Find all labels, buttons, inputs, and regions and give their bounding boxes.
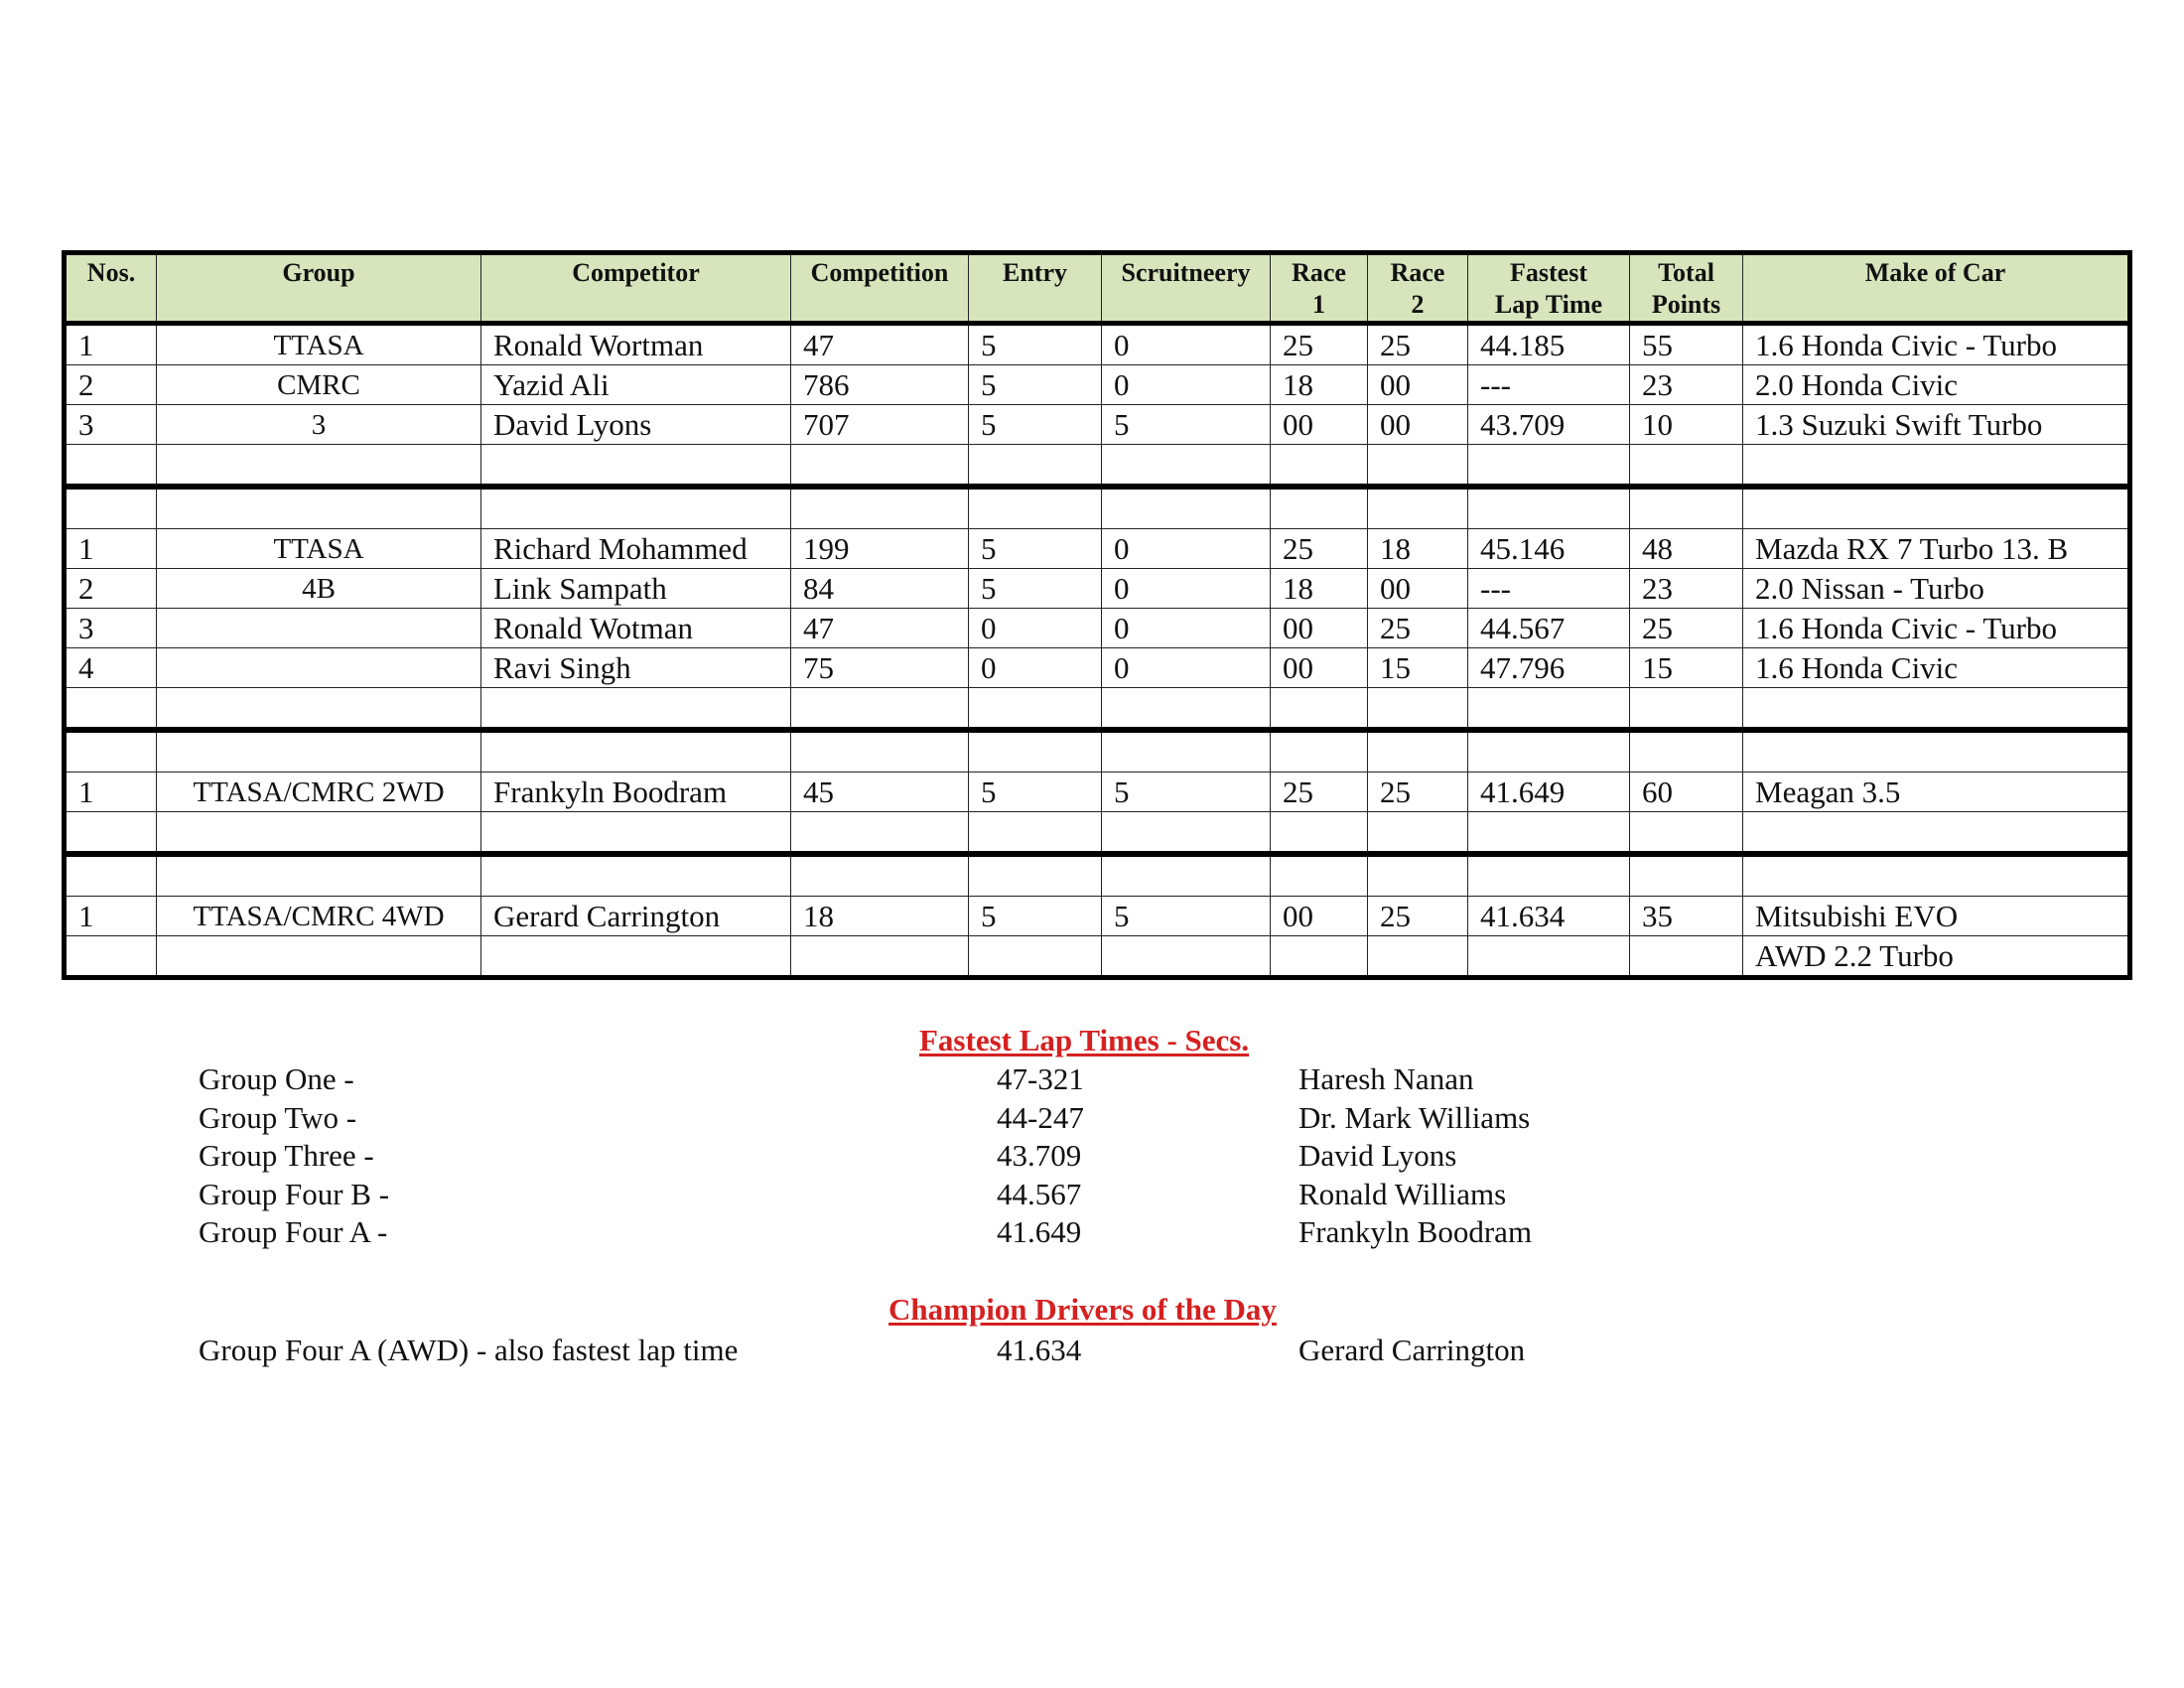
- cell-make-of-car: 1.6 Honda Civic: [1743, 648, 2130, 688]
- cell-race-2: 25: [1368, 773, 1468, 812]
- cell-competition: [791, 688, 969, 731]
- cell-competition: [791, 487, 969, 529]
- fastest-lap-row: [0, 1214, 2184, 1252]
- cell-group: [157, 609, 481, 648]
- cell-nos: 4: [65, 648, 157, 688]
- cell-group: 3: [157, 405, 481, 445]
- results-table: [62, 250, 2132, 980]
- cell-total-points: 35: [1630, 897, 1743, 936]
- cell-race-1: [1271, 854, 1368, 897]
- fastest-lap-time: 44.567: [997, 1176, 1082, 1211]
- cell-nos: 1: [65, 324, 157, 365]
- cell-race-2: [1368, 730, 1468, 773]
- cell-entry: 0: [969, 609, 1102, 648]
- champion-row: [0, 1333, 2184, 1370]
- cell-race-1: 18: [1271, 569, 1368, 609]
- header-total-points: Total Points: [1630, 253, 1743, 324]
- cell-group: TTASA: [157, 529, 481, 569]
- cell-group: CMRC: [157, 365, 481, 405]
- cell-competitor: Ravi Singh: [481, 648, 791, 688]
- cell-race-2: 15: [1368, 648, 1468, 688]
- fastest-lap-label: Group One -: [199, 1061, 354, 1096]
- cell-competition: [791, 812, 969, 855]
- header-competition: Competition: [791, 253, 969, 324]
- table-row: [65, 897, 2130, 936]
- cell-group: [157, 487, 481, 529]
- cell-fastest-lap-time: [1468, 445, 1630, 488]
- cell-scrutineering: [1102, 688, 1271, 731]
- cell-competitor: Gerard Carrington: [481, 897, 791, 936]
- cell-competitor: Richard Mohammed: [481, 529, 791, 569]
- cell-entry: [969, 936, 1102, 978]
- cell-entry: 5: [969, 529, 1102, 569]
- cell-scrutineering: 0: [1102, 609, 1271, 648]
- cell-make-of-car: [1743, 730, 2130, 773]
- cell-fastest-lap-time: 41.634: [1468, 897, 1630, 936]
- cell-make-of-car: Mazda RX 7 Turbo 13. B: [1743, 529, 2130, 569]
- cell-make-of-car: 1.3 Suzuki Swift Turbo: [1743, 405, 2130, 445]
- cell-make-of-car: [1743, 445, 2130, 488]
- cell-group: [157, 730, 481, 773]
- cell-race-2: 25: [1368, 609, 1468, 648]
- cell-competitor: Frankyln Boodram: [481, 773, 791, 812]
- table-row: [65, 487, 2130, 529]
- cell-race-1: 25: [1271, 324, 1368, 365]
- cell-competition: [791, 730, 969, 773]
- cell-competition: 707: [791, 405, 969, 445]
- cell-group: TTASA/CMRC 4WD: [157, 897, 481, 936]
- cell-total-points: 23: [1630, 365, 1743, 405]
- cell-entry: [969, 688, 1102, 731]
- cell-make-of-car: Meagan 3.5: [1743, 773, 2130, 812]
- cell-race-1: [1271, 688, 1368, 731]
- cell-competition: [791, 445, 969, 488]
- cell-fastest-lap-time: 41.649: [1468, 773, 1630, 812]
- header-scrutineering: Scruitneery: [1102, 253, 1271, 324]
- cell-entry: [969, 487, 1102, 529]
- cell-total-points: [1630, 936, 1743, 978]
- cell-fastest-lap-time: 47.796: [1468, 648, 1630, 688]
- cell-competitor: Ronald Wortman: [481, 324, 791, 365]
- cell-competitor: Yazid Ali: [481, 365, 791, 405]
- cell-competition: 84: [791, 569, 969, 609]
- table-row: [65, 529, 2130, 569]
- cell-fastest-lap-time: [1468, 730, 1630, 773]
- cell-entry: 5: [969, 324, 1102, 365]
- cell-group: [157, 688, 481, 731]
- cell-race-1: 00: [1271, 897, 1368, 936]
- cell-make-of-car: 1.6 Honda Civic - Turbo: [1743, 609, 2130, 648]
- fastest-lap-time: 41.649: [997, 1214, 1082, 1249]
- cell-total-points: [1630, 730, 1743, 773]
- cell-fastest-lap-time: 45.146: [1468, 529, 1630, 569]
- cell-total-points: 10: [1630, 405, 1743, 445]
- table-row: [65, 365, 2130, 405]
- cell-competition: 199: [791, 529, 969, 569]
- table-header: [65, 253, 2130, 324]
- cell-scrutineering: 0: [1102, 365, 1271, 405]
- cell-race-2: [1368, 688, 1468, 731]
- cell-scrutineering: 5: [1102, 773, 1271, 812]
- cell-total-points: [1630, 487, 1743, 529]
- cell-entry: [969, 445, 1102, 488]
- cell-scrutineering: 0: [1102, 569, 1271, 609]
- cell-fastest-lap-time: [1468, 854, 1630, 897]
- cell-competitor: [481, 688, 791, 731]
- fastest-lap-name: David Lyons: [1298, 1138, 1457, 1173]
- table-row: [65, 812, 2130, 855]
- fastest-laps-heading: Fastest Lap Times - Secs.: [919, 1023, 1250, 1057]
- cell-nos: [65, 688, 157, 731]
- champion-time: 41.634: [997, 1333, 1082, 1367]
- cell-nos: [65, 730, 157, 773]
- header-make-of-car: Make of Car: [1743, 253, 2130, 324]
- cell-entry: 5: [969, 773, 1102, 812]
- cell-total-points: [1630, 812, 1743, 855]
- cell-competitor: David Lyons: [481, 405, 791, 445]
- cell-race-2: 18: [1368, 529, 1468, 569]
- cell-nos: 1: [65, 773, 157, 812]
- fastest-lap-label: Group Two -: [199, 1099, 357, 1135]
- cell-group: [157, 854, 481, 897]
- cell-scrutineering: [1102, 730, 1271, 773]
- cell-total-points: 25: [1630, 609, 1743, 648]
- cell-make-of-car: 1.6 Honda Civic - Turbo: [1743, 324, 2130, 365]
- fastest-lap-name: Dr. Mark Williams: [1298, 1099, 1531, 1135]
- cell-race-2: 00: [1368, 569, 1468, 609]
- cell-race-2: [1368, 445, 1468, 488]
- cell-group: TTASA/CMRC 2WD: [157, 773, 481, 812]
- cell-competitor: [481, 812, 791, 855]
- cell-entry: 5: [969, 365, 1102, 405]
- cell-race-1: 00: [1271, 648, 1368, 688]
- table-row: [65, 773, 2130, 812]
- cell-race-2: [1368, 812, 1468, 855]
- cell-nos: [65, 854, 157, 897]
- fastest-lap-name: Ronald Williams: [1298, 1176, 1507, 1211]
- cell-group: [157, 648, 481, 688]
- cell-nos: 2: [65, 569, 157, 609]
- cell-make-of-car: 2.0 Nissan - Turbo: [1743, 569, 2130, 609]
- header-group: Group: [157, 253, 481, 324]
- cell-competitor: Ronald Wotman: [481, 609, 791, 648]
- cell-scrutineering: [1102, 812, 1271, 855]
- table-row: [65, 648, 2130, 688]
- cell-total-points: 60: [1630, 773, 1743, 812]
- cell-competition: 18: [791, 897, 969, 936]
- table-row: [65, 445, 2130, 488]
- cell-nos: [65, 936, 157, 978]
- cell-entry: 5: [969, 569, 1102, 609]
- champion-name: Gerard Carrington: [1298, 1333, 1526, 1367]
- header-competitor: Competitor: [481, 253, 791, 324]
- fastest-lap-row: [0, 1138, 2184, 1176]
- cell-race-2: [1368, 936, 1468, 978]
- cell-competition: 786: [791, 365, 969, 405]
- cell-nos: 1: [65, 897, 157, 936]
- cell-group: [157, 936, 481, 978]
- fastest-lap-name: Haresh Nanan: [1298, 1061, 1474, 1096]
- cell-race-1: [1271, 730, 1368, 773]
- cell-total-points: [1630, 688, 1743, 731]
- cell-race-1: 25: [1271, 529, 1368, 569]
- cell-group: [157, 445, 481, 488]
- cell-make-of-car: [1743, 688, 2130, 731]
- fastest-lap-row: [0, 1061, 2184, 1099]
- table-row: [65, 569, 2130, 609]
- cell-scrutineering: [1102, 445, 1271, 488]
- cell-scrutineering: [1102, 936, 1271, 978]
- cell-fastest-lap-time: [1468, 936, 1630, 978]
- cell-entry: 5: [969, 405, 1102, 445]
- cell-race-2: 00: [1368, 405, 1468, 445]
- fastest-lap-label: Group Four B -: [199, 1176, 390, 1211]
- cell-competition: 45: [791, 773, 969, 812]
- cell-entry: [969, 730, 1102, 773]
- cell-total-points: [1630, 854, 1743, 897]
- cell-scrutineering: 0: [1102, 529, 1271, 569]
- cell-make-of-car: [1743, 812, 2130, 855]
- cell-competition: 47: [791, 324, 969, 365]
- cell-make-of-car: AWD 2.2 Turbo: [1743, 936, 2130, 978]
- fastest-lap-time: 47-321: [997, 1061, 1084, 1096]
- cell-race-1: [1271, 812, 1368, 855]
- cell-make-of-car: Mitsubishi EVO: [1743, 897, 2130, 936]
- table-row: [65, 730, 2130, 773]
- table-row: [65, 854, 2130, 897]
- cell-make-of-car: 2.0 Honda Civic: [1743, 365, 2130, 405]
- cell-fastest-lap-time: [1468, 812, 1630, 855]
- cell-scrutineering: 0: [1102, 324, 1271, 365]
- cell-entry: 0: [969, 648, 1102, 688]
- cell-race-1: 00: [1271, 405, 1368, 445]
- champions-heading: Champion Drivers of the Day: [888, 1292, 1277, 1327]
- cell-entry: 5: [969, 897, 1102, 936]
- cell-fastest-lap-time: ---: [1468, 569, 1630, 609]
- cell-group: [157, 812, 481, 855]
- fastest-lap-label: Group Four A -: [199, 1214, 388, 1249]
- header-fastest-lap-time: Fastest Lap Time: [1468, 253, 1630, 324]
- cell-scrutineering: 5: [1102, 405, 1271, 445]
- cell-scrutineering: 5: [1102, 897, 1271, 936]
- cell-race-1: [1271, 487, 1368, 529]
- cell-group: TTASA: [157, 324, 481, 365]
- cell-competitor: [481, 487, 791, 529]
- cell-group: 4B: [157, 569, 481, 609]
- cell-fastest-lap-time: ---: [1468, 365, 1630, 405]
- cell-total-points: [1630, 445, 1743, 488]
- cell-fastest-lap-time: 43.709: [1468, 405, 1630, 445]
- cell-total-points: 15: [1630, 648, 1743, 688]
- cell-competition: 47: [791, 609, 969, 648]
- cell-nos: [65, 812, 157, 855]
- cell-fastest-lap-time: 44.185: [1468, 324, 1630, 365]
- cell-make-of-car: [1743, 487, 2130, 529]
- cell-race-2: [1368, 854, 1468, 897]
- cell-nos: 3: [65, 405, 157, 445]
- champion-label: Group Four A (AWD) - also fastest lap time: [199, 1333, 739, 1367]
- cell-race-1: [1271, 445, 1368, 488]
- table-row: [65, 324, 2130, 365]
- cell-race-2: 25: [1368, 324, 1468, 365]
- table-body: [65, 324, 2130, 978]
- cell-scrutineering: [1102, 854, 1271, 897]
- cell-race-2: [1368, 487, 1468, 529]
- cell-competition: 75: [791, 648, 969, 688]
- cell-fastest-lap-time: [1468, 487, 1630, 529]
- header-entry: Entry: [969, 253, 1102, 324]
- header-nos: Nos.: [65, 253, 157, 324]
- header-race-1: Race 1: [1271, 253, 1368, 324]
- cell-nos: [65, 487, 157, 529]
- fastest-lap-time: 43.709: [997, 1138, 1082, 1173]
- cell-total-points: 55: [1630, 324, 1743, 365]
- cell-race-1: 18: [1271, 365, 1368, 405]
- table-row: [65, 688, 2130, 731]
- cell-total-points: 48: [1630, 529, 1743, 569]
- fastest-lap-row: [0, 1100, 2184, 1138]
- cell-race-1: [1271, 936, 1368, 978]
- fastest-lap-label: Group Three -: [199, 1138, 374, 1173]
- cell-entry: [969, 854, 1102, 897]
- cell-competition: [791, 936, 969, 978]
- cell-entry: [969, 812, 1102, 855]
- cell-competitor: [481, 445, 791, 488]
- cell-race-2: 25: [1368, 897, 1468, 936]
- cell-fastest-lap-time: [1468, 688, 1630, 731]
- cell-fastest-lap-time: 44.567: [1468, 609, 1630, 648]
- cell-race-2: 00: [1368, 365, 1468, 405]
- cell-competitor: [481, 730, 791, 773]
- cell-competition: [791, 854, 969, 897]
- header-race-2: Race 2: [1368, 253, 1468, 324]
- cell-nos: 1: [65, 529, 157, 569]
- fastest-lap-name: Frankyln Boodram: [1298, 1214, 1533, 1249]
- table-row: [65, 936, 2130, 978]
- cell-race-1: 25: [1271, 773, 1368, 812]
- cell-scrutineering: 0: [1102, 648, 1271, 688]
- cell-competitor: [481, 854, 791, 897]
- fastest-lap-row: [0, 1177, 2184, 1214]
- cell-total-points: 23: [1630, 569, 1743, 609]
- cell-scrutineering: [1102, 487, 1271, 529]
- cell-race-1: 00: [1271, 609, 1368, 648]
- fastest-lap-time: 44-247: [997, 1099, 1084, 1135]
- cell-competitor: Link Sampath: [481, 569, 791, 609]
- cell-nos: 2: [65, 365, 157, 405]
- cell-nos: 3: [65, 609, 157, 648]
- cell-competitor: [481, 936, 791, 978]
- cell-nos: [65, 445, 157, 488]
- cell-make-of-car: [1743, 854, 2130, 897]
- table-row: [65, 609, 2130, 648]
- table-row: [65, 405, 2130, 445]
